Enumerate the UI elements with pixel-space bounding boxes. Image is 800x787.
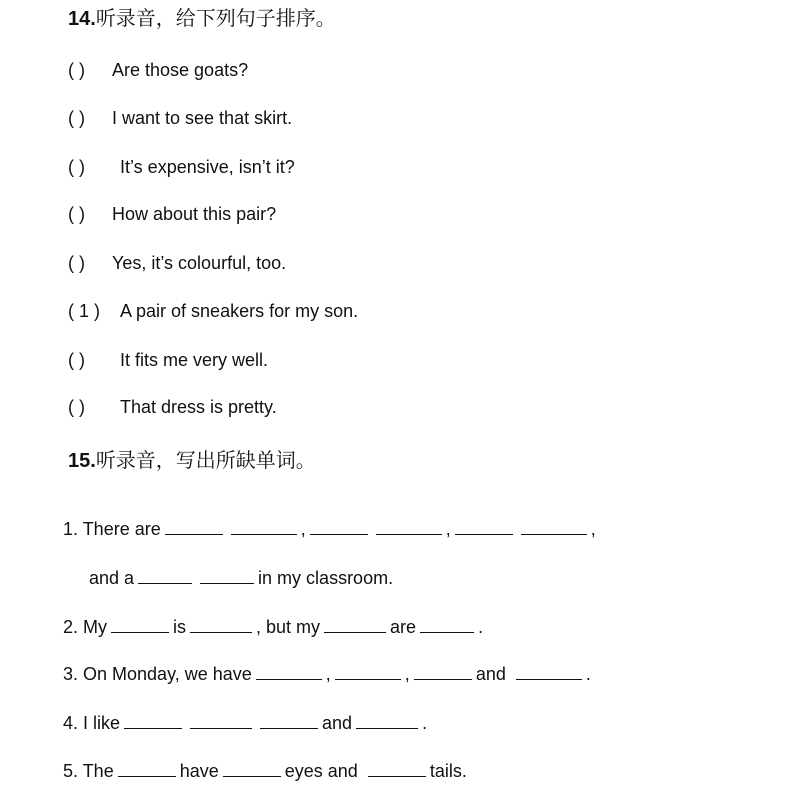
- question-2-text: .: [478, 617, 484, 637]
- answer-blank[interactable]: [223, 759, 281, 777]
- question-1-line-1: 1. There are , , ,: [63, 519, 596, 539]
- sentence-text: How about this pair?: [112, 204, 277, 224]
- answer-blank[interactable]: [335, 662, 401, 680]
- answer-blank[interactable]: [368, 759, 426, 777]
- question-3-text: .: [585, 664, 591, 684]
- order-item: [68, 300, 358, 322]
- question-4-label: 4. I like: [63, 713, 121, 733]
- sentence-text: I want to see that skirt.: [112, 108, 293, 128]
- sentence-text: Are those goats?: [112, 60, 249, 80]
- answer-blank[interactable]: [124, 711, 182, 729]
- answer-paren[interactable]: ( ): [68, 60, 85, 80]
- question-5-label: 5. The: [63, 761, 114, 781]
- question-4: [63, 711, 427, 734]
- answer-blank[interactable]: [376, 517, 442, 535]
- answer-paren[interactable]: ( ): [68, 350, 85, 370]
- order-item: [68, 349, 268, 371]
- answer-blank[interactable]: [231, 517, 297, 535]
- answer-paren[interactable]: ( ): [68, 397, 85, 417]
- question-3-text: and: [475, 664, 506, 684]
- answer-paren[interactable]: ( ): [68, 204, 85, 224]
- question-2-text: are: [390, 617, 417, 637]
- answer-blank[interactable]: [118, 759, 176, 777]
- section-15-title: [68, 448, 316, 473]
- question-4-text: .: [422, 713, 428, 733]
- answer-blank[interactable]: [414, 662, 472, 680]
- answer-blank[interactable]: [420, 615, 474, 633]
- question-3: 3. On Monday, we have , , and .: [63, 664, 591, 684]
- section-15-number: 15.: [68, 450, 96, 472]
- question-1-text: in my classroom.: [258, 568, 394, 588]
- answer-paren[interactable]: ( 1 ): [68, 301, 101, 321]
- question-2-text: is: [173, 617, 187, 637]
- sentence-text: That dress is pretty.: [120, 397, 277, 417]
- question-1-label: 1. There are: [63, 519, 161, 539]
- question-3-label: 3. On Monday, we have: [63, 664, 252, 684]
- question-2-label: 2. My: [63, 617, 108, 637]
- answer-paren[interactable]: ( ): [68, 157, 85, 177]
- order-item: [68, 156, 295, 178]
- answer-blank[interactable]: [310, 517, 368, 535]
- section-14-number: 14.: [68, 8, 96, 30]
- answer-blank[interactable]: [256, 662, 322, 680]
- answer-blank[interactable]: [260, 711, 318, 729]
- question-1-line-2: [89, 566, 393, 589]
- question-5-text: tails.: [429, 761, 467, 781]
- section-15-instruction: 听录音，写出所缺单词。: [95, 448, 316, 472]
- order-item: [68, 396, 277, 418]
- answer-blank[interactable]: [190, 711, 252, 729]
- answer-blank[interactable]: [111, 615, 169, 633]
- answer-blank[interactable]: [516, 662, 582, 680]
- answer-blank[interactable]: [190, 615, 252, 633]
- answer-blank[interactable]: [200, 566, 254, 584]
- order-item: [68, 203, 276, 225]
- question-5-text: eyes and: [284, 761, 358, 781]
- sentence-text: It fits me very well.: [120, 350, 269, 370]
- question-4-text: and: [322, 713, 353, 733]
- answer-paren[interactable]: ( ): [68, 108, 85, 128]
- question-1-text: and a: [89, 568, 135, 588]
- sentence-text: Yes, it’s colourful, too.: [112, 253, 287, 273]
- answer-blank[interactable]: [324, 615, 386, 633]
- section-14-instruction: 听录音，给下列句子排序。: [95, 6, 336, 30]
- order-item: [68, 59, 248, 81]
- section-14-title: [68, 6, 336, 31]
- sentence-text: A pair of sneakers for my son.: [120, 301, 359, 321]
- answer-blank[interactable]: [356, 711, 418, 729]
- question-2: [63, 615, 483, 638]
- question-2-text: , but my: [256, 617, 321, 637]
- question-5: [63, 759, 467, 782]
- order-item: [68, 107, 292, 129]
- sentence-text: It’s expensive, isn’t it?: [120, 157, 295, 177]
- answer-blank[interactable]: [165, 517, 223, 535]
- order-item: [68, 252, 286, 274]
- answer-blank[interactable]: [455, 517, 513, 535]
- answer-blank[interactable]: [138, 566, 192, 584]
- question-5-text: have: [179, 761, 219, 781]
- answer-blank[interactable]: [521, 517, 587, 535]
- answer-paren[interactable]: ( ): [68, 253, 85, 273]
